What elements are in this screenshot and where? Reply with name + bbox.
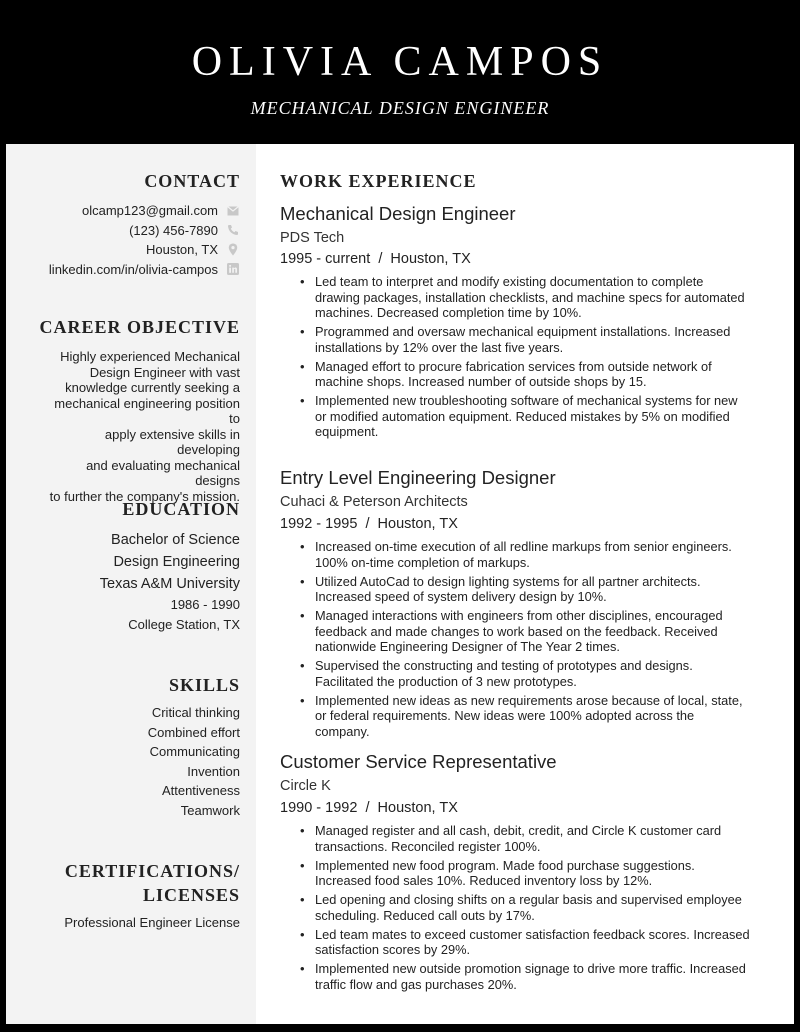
job-bullet: • Led team to interpret and modify existing documentation to complete drawing packages, installation checklists, and machine specs for automated machines. Decreased completion time by 10%. (280, 274, 750, 321)
school: Texas A&M University (99, 576, 240, 592)
resume-header (0, 0, 800, 144)
certifications-heading-line: CERTIFICATIONS/ (64, 861, 240, 881)
job-bullets (280, 823, 750, 996)
job-bullet: • Managed effort to procure fabrication services from outside network of machine shops. Increased number of outside shops by 15. (280, 359, 750, 390)
job-title: Entry Level Engineering Designer (280, 467, 556, 488)
education-years: 1986 - 1990 (170, 597, 240, 612)
objective-line: mechanical engineering position to (54, 395, 240, 426)
job-bullet: • Managed interactions with engineers from other disciplines, encouraged feedback and made changes to work based on the feedback. Received nationwide Engineering Designer of The Year 2 times. (280, 608, 750, 655)
job-bullet: • Implemented new food program. Made food purchase suggestions. Increased food sales 10%. Reduced inventory loss by 12%. (280, 858, 750, 889)
skill-item: Attentiveness (161, 783, 240, 798)
sidebar (6, 144, 256, 1024)
skills-heading: SKILLS (168, 675, 240, 695)
skill-item: Teamwork (180, 802, 240, 818)
objective-line: and evaluating mechanical designs (86, 457, 240, 488)
skill-item: Critical thinking (151, 705, 240, 720)
objective-text (40, 349, 240, 504)
job-bullet: • Led team mates to exceed customer satisfaction feedback scores. Increased satisfaction scores by 29%. (280, 927, 750, 958)
job-bullets (280, 274, 750, 443)
job-bullet: • Led opening and closing shifts on a regular basis and supervised employee scheduling. Reduced call outs by 17%. (280, 892, 750, 923)
phone-text: (123) 456-7890 (129, 222, 218, 238)
skill-item: Communicating (149, 744, 240, 759)
contact-linkedin[interactable] (10, 260, 240, 280)
certifications-heading-line: LICENSES (142, 885, 240, 905)
degree: Bachelor of Science (111, 532, 240, 548)
email-text: olcamp123@gmail.com (81, 203, 218, 219)
contact-phone[interactable] (10, 221, 240, 241)
skill-item: Invention (187, 763, 240, 779)
location-text: Houston, TX (145, 242, 218, 258)
map-pin-icon (226, 243, 240, 257)
envelope-icon (226, 204, 240, 218)
job-title: Customer Service Representative (280, 751, 557, 772)
resume-page (6, 144, 794, 1024)
skills-list (148, 703, 240, 820)
job-title: Mechanical Design Engineer (280, 203, 516, 224)
objective-heading: CAREER OBJECTIVE (39, 317, 240, 337)
contact-heading: CONTACT (144, 171, 240, 191)
job-bullet: • Supervised the constructing and testing of prototypes and designs. Facilitated the production of 3 new prototypes. (280, 658, 750, 689)
contact-email[interactable] (10, 201, 240, 221)
job-bullet: • Implemented new outside promotion signage to drive more traffic. Increased traffic flow and gas purchases 20%. (280, 961, 750, 992)
phone-icon (226, 223, 240, 237)
objective-line: Highly experienced Mechanical (60, 349, 240, 364)
major: Design Engineering (113, 554, 240, 570)
job-bullet: • Implemented new troubleshooting software of mechanical systems for new or modified automation equipment. Reduced mistakes by 5% on modified equipment. (280, 393, 750, 440)
objective-line: knowledge currently seeking a (65, 380, 240, 395)
job-company: Circle K (280, 778, 331, 794)
certifications-list (64, 913, 240, 933)
job-dates: 1990 - 1992 / Houston, TX (280, 800, 458, 816)
certification-item: Professional Engineer License (64, 915, 240, 930)
job-bullet: • Programmed and oversaw mechanical equipment installations. Increased installations by 12% over the last five years. (280, 324, 750, 355)
contact-list (10, 201, 240, 279)
objective-line: to further the company's mission. (49, 488, 240, 504)
job-bullets (280, 539, 750, 743)
job-bullet: • Managed register and all cash, debit, credit, and Circle K customer card transactions. Reconciled register 100%. (280, 823, 750, 854)
job-company: Cuhaci & Peterson Architects (280, 494, 468, 510)
objective-line: Design Engineer with vast (89, 364, 240, 380)
linkedin-text: linkedin.com/in/olivia-campos (48, 261, 218, 277)
job-company: PDS Tech (280, 230, 345, 246)
contact-location (10, 240, 240, 260)
education-location: College Station, TX (128, 617, 240, 632)
skill-item: Combined effort (147, 724, 240, 740)
job-dates: 1992 - 1995 / Houston, TX (280, 516, 458, 532)
job-dates: 1995 - current / Houston, TX (280, 251, 471, 267)
job-bullet: • Increased on-time execution of all redline markups from senior engineers. 100% on-time completion of markups. (280, 539, 750, 570)
work-experience-heading: WORK EXPERIENCE (280, 171, 477, 191)
linkedin-icon (226, 262, 240, 276)
education-block (100, 529, 240, 635)
education-heading: EDUCATION (122, 499, 240, 519)
objective-line: apply extensive skills in developing (104, 426, 240, 457)
job-bullet: • Utilized AutoCad to design lighting systems for all partner architects. Increased speed of system delivery design by 10%. (280, 574, 750, 605)
candidate-name: OLIVIA CAMPOS (191, 39, 609, 85)
candidate-title: MECHANICAL DESIGN ENGINEER (250, 98, 550, 118)
certifications-heading (65, 859, 240, 907)
job-bullet: • Implemented new ideas as new requirements arose because of local, state, or federal requirements. New ideas were 100% adopted across the company. (280, 693, 750, 740)
